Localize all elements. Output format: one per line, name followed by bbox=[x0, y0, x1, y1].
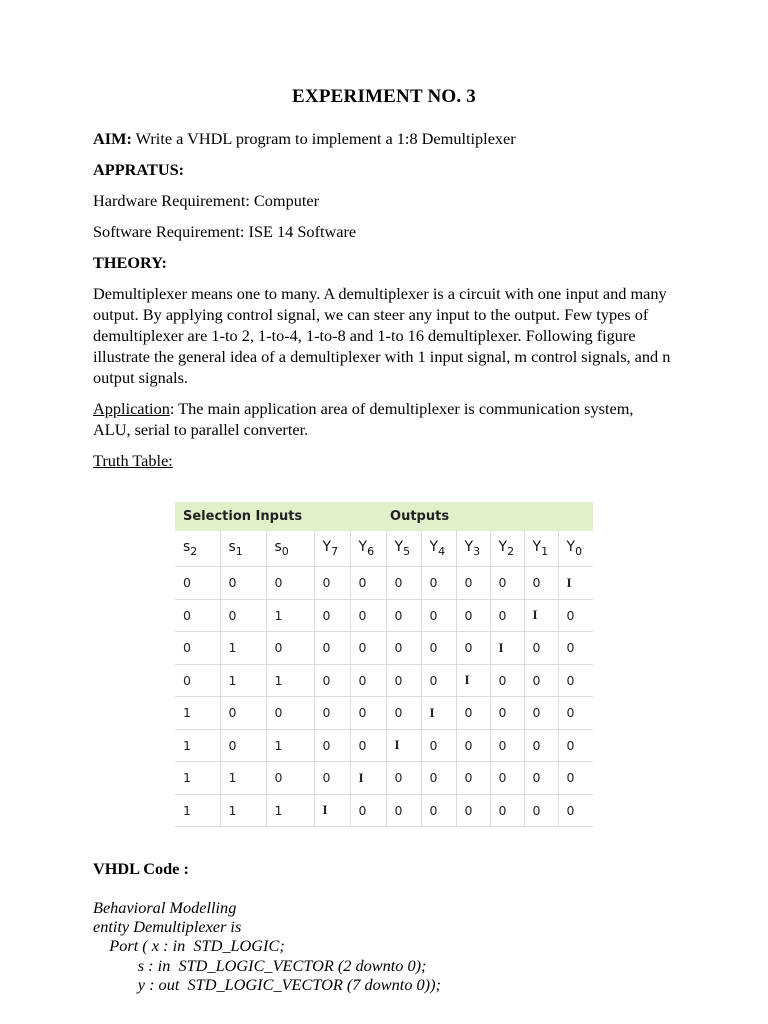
software-requirement: Software Requirement: ISE 14 Software bbox=[93, 222, 357, 241]
truth-table-group-header bbox=[175, 502, 593, 531]
table-cell: 0 bbox=[386, 632, 421, 665]
vhdl-code-heading: VHDL Code : bbox=[93, 859, 189, 878]
table-cell: 0 bbox=[456, 794, 490, 827]
table-cell: 0 bbox=[386, 794, 421, 827]
table-cell: I bbox=[314, 794, 350, 827]
table-cell: 0 bbox=[456, 599, 490, 632]
table-cell: 0 bbox=[220, 729, 266, 762]
table-cell: 0 bbox=[421, 664, 456, 697]
table-cell: I bbox=[524, 599, 558, 632]
table-row bbox=[175, 697, 593, 730]
table-row bbox=[175, 599, 593, 632]
table-cell: 0 bbox=[421, 729, 456, 762]
table-cell: 0 bbox=[314, 729, 350, 762]
table-cell: 0 bbox=[220, 599, 266, 632]
table-row bbox=[175, 762, 593, 795]
truth-table bbox=[175, 502, 593, 827]
column-header: $Y_2$ bbox=[490, 531, 524, 567]
table-cell: 0 bbox=[175, 599, 220, 632]
table-cell: 0 bbox=[386, 664, 421, 697]
table-cell: 0 bbox=[350, 697, 386, 730]
table-cell: 0 bbox=[266, 762, 314, 795]
table-cell: 0 bbox=[386, 697, 421, 730]
table-cell: 0 bbox=[314, 697, 350, 730]
table-cell: 0 bbox=[558, 632, 593, 665]
code-line: y : out STD_LOGIC_VECTOR (7 downto 0)); bbox=[93, 975, 441, 994]
table-cell: 0 bbox=[266, 632, 314, 665]
table-row bbox=[175, 729, 593, 762]
table-cell: 0 bbox=[350, 794, 386, 827]
selection-inputs-header: Selection Inputs bbox=[175, 502, 314, 531]
application-label: Application bbox=[93, 399, 170, 418]
table-cell: 0 bbox=[421, 762, 456, 795]
table-cell: 0 bbox=[386, 599, 421, 632]
table-cell: 0 bbox=[350, 729, 386, 762]
table-row bbox=[175, 567, 593, 600]
table-row bbox=[175, 664, 593, 697]
apparatus-heading: APPRATUS: bbox=[93, 160, 185, 179]
outputs-header: Outputs bbox=[314, 502, 593, 531]
table-cell: 1 bbox=[175, 697, 220, 730]
table-cell: 0 bbox=[558, 794, 593, 827]
column-header: $s_2$ bbox=[175, 531, 220, 567]
table-cell: 0 bbox=[558, 729, 593, 762]
table-cell: 0 bbox=[175, 664, 220, 697]
column-header: $s_1$ bbox=[220, 531, 266, 567]
table-cell: 0 bbox=[314, 664, 350, 697]
table-cell: 0 bbox=[490, 794, 524, 827]
table-cell: 1 bbox=[220, 664, 266, 697]
truth-table-column-header bbox=[175, 531, 593, 567]
table-cell: 0 bbox=[558, 599, 593, 632]
table-cell: 0 bbox=[490, 762, 524, 795]
column-header: $Y_6$ bbox=[350, 531, 386, 567]
code-line: Behavioral Modelling bbox=[93, 898, 237, 917]
table-cell: 1 bbox=[220, 632, 266, 665]
theory-heading: THEORY: bbox=[93, 253, 167, 272]
table-cell: 0 bbox=[490, 567, 524, 600]
table-cell: 1 bbox=[175, 794, 220, 827]
table-cell: I bbox=[386, 729, 421, 762]
column-header: $Y_4$ bbox=[421, 531, 456, 567]
table-cell: 0 bbox=[490, 697, 524, 730]
table-cell: 0 bbox=[314, 762, 350, 795]
aim-text: Write a VHDL program to implement a 1:8 Demultiplexer bbox=[131, 129, 516, 148]
table-cell: 0 bbox=[524, 632, 558, 665]
table-cell: 1 bbox=[266, 599, 314, 632]
truth-table-label: Truth Table: bbox=[93, 451, 173, 470]
table-cell: 0 bbox=[456, 632, 490, 665]
table-cell: 0 bbox=[490, 664, 524, 697]
theory-paragraph: Demultiplexer means one to many. A demultiplexer is a circuit with one input and many output. By applying control signal, we can steer any input to the output. Few types of demultiplexer are 1-to 2, 1-to-4, 1-to-8 and 1-to 16 demultiplexer. Following figure illustrate the general idea of a demultiplexer with 1 input signal, m control signals, and n output signals. bbox=[93, 284, 671, 387]
table-cell: 1 bbox=[220, 762, 266, 795]
aim-line bbox=[93, 128, 516, 149]
table-cell: 0 bbox=[266, 697, 314, 730]
table-cell: 0 bbox=[350, 664, 386, 697]
table-cell: 0 bbox=[490, 599, 524, 632]
table-cell: 0 bbox=[314, 599, 350, 632]
table-cell: 0 bbox=[456, 567, 490, 600]
experiment-title: EXPERIMENT NO. 3 bbox=[292, 86, 476, 107]
table-cell: 0 bbox=[456, 762, 490, 795]
column-header: $Y_3$ bbox=[456, 531, 490, 567]
table-cell: 0 bbox=[421, 632, 456, 665]
hardware-requirement: Hardware Requirement: Computer bbox=[93, 191, 320, 210]
table-cell: 1 bbox=[266, 794, 314, 827]
table-cell: 0 bbox=[421, 599, 456, 632]
table-cell: I bbox=[456, 664, 490, 697]
table-cell: 1 bbox=[266, 729, 314, 762]
table-cell: 0 bbox=[558, 762, 593, 795]
column-header: $Y_5$ bbox=[386, 531, 421, 567]
table-cell: 0 bbox=[314, 567, 350, 600]
application-paragraph bbox=[93, 398, 673, 440]
table-cell: 1 bbox=[266, 664, 314, 697]
table-cell: 0 bbox=[386, 567, 421, 600]
table-cell: 0 bbox=[456, 697, 490, 730]
aim-label: AIM: bbox=[93, 129, 132, 148]
table-cell: I bbox=[421, 697, 456, 730]
table-cell: 0 bbox=[421, 794, 456, 827]
column-header: $s_0$ bbox=[266, 531, 314, 567]
table-cell: 1 bbox=[175, 729, 220, 762]
table-cell: 1 bbox=[220, 794, 266, 827]
table-cell: 0 bbox=[220, 697, 266, 730]
table-cell: I bbox=[350, 762, 386, 795]
table-cell: 0 bbox=[558, 697, 593, 730]
column-header: $Y_1$ bbox=[524, 531, 558, 567]
code-line: s : in STD_LOGIC_VECTOR (2 downto 0); bbox=[93, 956, 427, 975]
table-cell: 0 bbox=[524, 567, 558, 600]
table-cell: 1 bbox=[175, 762, 220, 795]
column-header: $Y_7$ bbox=[314, 531, 350, 567]
table-cell: 0 bbox=[220, 567, 266, 600]
table-cell: I bbox=[558, 567, 593, 600]
table-cell: 0 bbox=[524, 729, 558, 762]
table-cell: 0 bbox=[266, 567, 314, 600]
table-cell: 0 bbox=[524, 697, 558, 730]
table-cell: 0 bbox=[490, 729, 524, 762]
table-cell: 0 bbox=[421, 567, 456, 600]
table-cell: 0 bbox=[524, 664, 558, 697]
column-header: $Y_0$ bbox=[558, 531, 593, 567]
table-cell: 0 bbox=[350, 567, 386, 600]
table-row bbox=[175, 794, 593, 827]
table-cell: 0 bbox=[524, 794, 558, 827]
table-cell: 0 bbox=[314, 632, 350, 665]
table-cell: 0 bbox=[456, 729, 490, 762]
table-cell: 0 bbox=[175, 632, 220, 665]
code-line: Port ( x : in STD_LOGIC; bbox=[93, 936, 285, 955]
table-cell: 0 bbox=[524, 762, 558, 795]
table-cell: 0 bbox=[558, 664, 593, 697]
table-row bbox=[175, 632, 593, 665]
table-cell: 0 bbox=[350, 632, 386, 665]
code-line: entity Demultiplexer is bbox=[93, 917, 242, 936]
table-cell: I bbox=[490, 632, 524, 665]
table-cell: 0 bbox=[386, 762, 421, 795]
application-text: : The main application area of demultiplexer is communication system, ALU, serial to parallel converter. bbox=[93, 399, 634, 439]
table-cell: 0 bbox=[350, 599, 386, 632]
table-cell: 0 bbox=[175, 567, 220, 600]
